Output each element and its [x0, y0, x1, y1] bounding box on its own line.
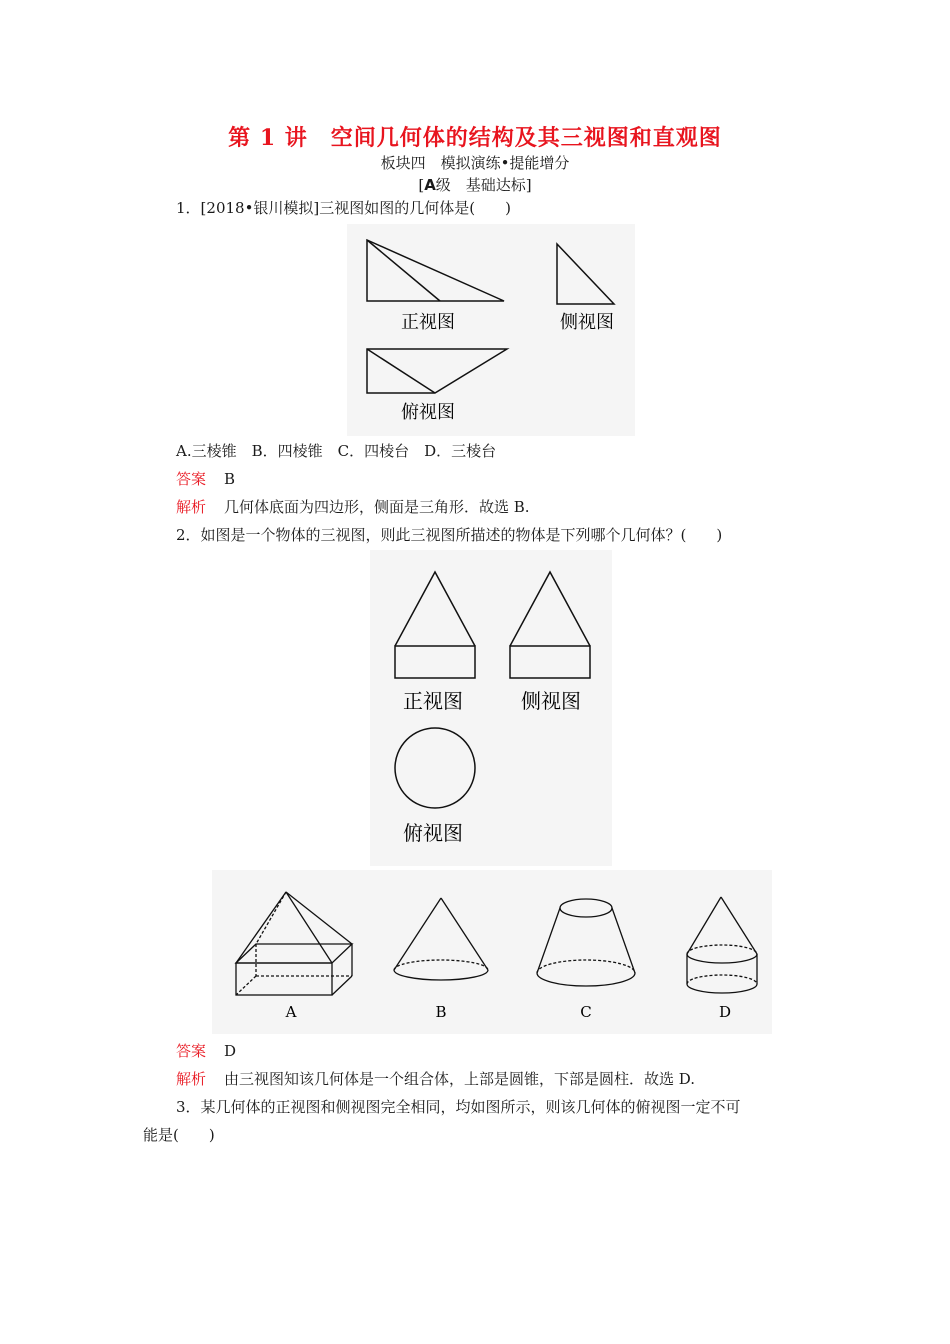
q1-front-view-shape — [367, 240, 504, 301]
level-letter: A — [424, 176, 436, 194]
q1-top-view-label: 俯视图 — [401, 402, 455, 423]
q3-stem-line-1: 3．某几何体的正视图和侧视图完全相同，均如图所示，则该几何体的俯视图一定不可 — [176, 1098, 741, 1116]
q2-stem: 2．如图是一个物体的三视图，则此三视图所描述的物体是下列哪个几何体？( ) — [176, 526, 723, 544]
choice-a-pyramid-prism — [236, 892, 352, 995]
section-subtitle: 板块四 模拟演练•提能增分 — [380, 154, 570, 172]
analysis-label: 解析 — [176, 1070, 207, 1088]
choice-a-label: A — [285, 1003, 297, 1021]
choice-d-cone-cylinder — [687, 897, 757, 993]
q2-front-cone-triangle — [395, 572, 475, 646]
level-text: 级 基础达标] — [435, 176, 532, 194]
q2-choices-drawing — [212, 870, 772, 1034]
q2-three-view-figure — [370, 550, 612, 866]
q2-top-view-label: 俯视图 — [403, 821, 463, 845]
page-title: 第 1 讲 空间几何体的结构及其三视图和直观图 — [228, 125, 722, 151]
q1-stem: 1．[2018•银川模拟]三视图如图的几何体是( ) — [176, 199, 511, 217]
choice-b-cone — [394, 898, 488, 980]
q2-side-cone-triangle — [510, 572, 590, 646]
answer-label: 答案 — [176, 470, 207, 488]
q1-three-view-figure — [347, 224, 635, 436]
q3-stem-line-2: 能是( ) — [143, 1126, 215, 1144]
q2-side-view-label: 侧视图 — [521, 689, 581, 713]
level-heading — [0, 174, 950, 195]
q1-analysis — [176, 496, 530, 517]
choice-d-label: D — [718, 1003, 732, 1021]
q2-top-view-circle — [395, 728, 475, 808]
q2-front-view-label: 正视图 — [403, 689, 463, 713]
q1-front-view-label: 正视图 — [401, 312, 455, 333]
q2-front-cylinder-rect — [395, 646, 475, 678]
choice-c-label: C — [580, 1003, 592, 1021]
analysis-label: 解析 — [176, 498, 207, 516]
q1-analysis-text: 几何体底面为四边形，侧面是三角形．故选 B. — [224, 498, 530, 516]
q1-top-view-shape — [367, 349, 507, 393]
q2-three-view-drawing — [370, 550, 612, 866]
q1-answer — [176, 468, 235, 489]
q1-answer-value: B — [224, 470, 236, 488]
q1-side-view-shape — [557, 244, 614, 304]
answer-label: 答案 — [176, 1042, 207, 1060]
level-bracket: [ — [418, 176, 425, 194]
choice-c-frustum — [537, 899, 635, 986]
q2-choices-figure — [212, 870, 772, 1034]
q2-side-cylinder-rect — [510, 646, 590, 678]
q1-options: A.三棱锥 B．四棱锥 C．四棱台 D．三棱台 — [176, 442, 497, 460]
q1-side-view-label: 侧视图 — [560, 312, 614, 333]
q2-answer-value: D — [224, 1042, 237, 1060]
choice-b-label: B — [435, 1003, 447, 1021]
q2-analysis — [176, 1068, 695, 1089]
q2-analysis-text: 由三视图知该几何体是一个组合体，上部是圆锥，下部是圆柱．故选 D. — [224, 1070, 696, 1088]
q1-three-view-drawing — [347, 224, 635, 436]
q2-answer — [176, 1040, 236, 1061]
